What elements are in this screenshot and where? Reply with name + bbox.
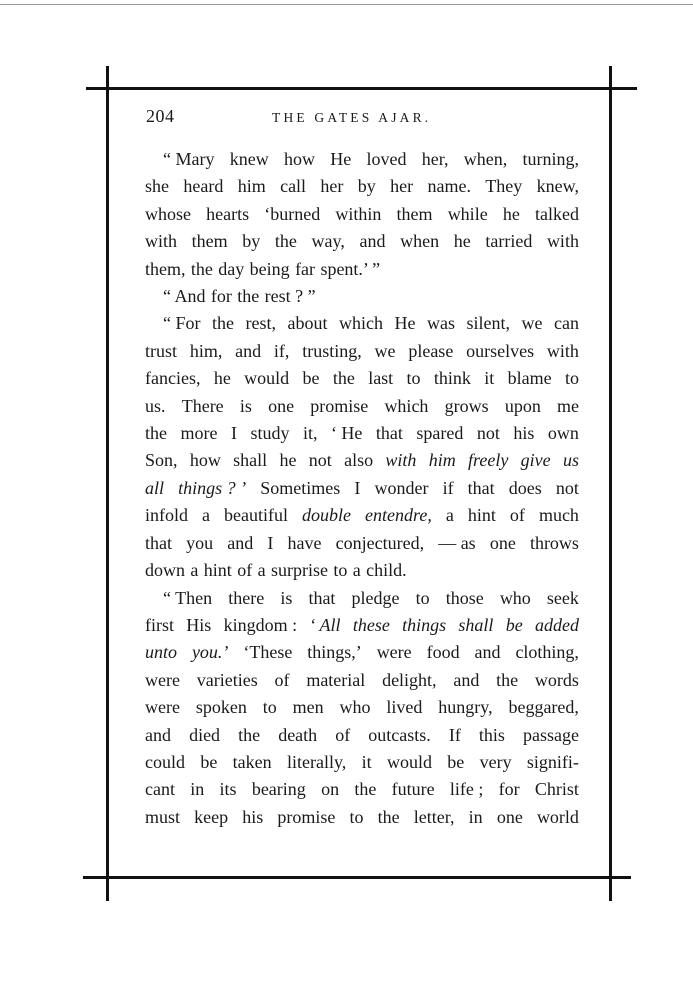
word: which: [339, 313, 383, 334]
word: when,: [463, 149, 508, 169]
word: cant: [145, 779, 175, 800]
word: within: [335, 203, 382, 224]
body-text: [145, 146, 579, 831]
word: her: [320, 176, 344, 197]
word: in: [190, 779, 205, 800]
text-line: [145, 530, 579, 557]
word: letter,: [413, 806, 455, 827]
word: is: [280, 587, 293, 608]
word: If: [448, 724, 461, 745]
word: of: [237, 560, 253, 581]
word: words: [534, 669, 579, 690]
word: rest ? ”: [264, 286, 316, 307]
word: a: [352, 560, 361, 581]
word: Sometimes: [260, 477, 341, 498]
italic-word: us: [562, 450, 579, 471]
italic-word: entendre,: [365, 505, 432, 526]
word: them: [191, 231, 228, 252]
text-line: [145, 447, 579, 474]
word: the: [377, 806, 400, 827]
word: would: [386, 751, 432, 772]
word: being: [249, 258, 290, 279]
word: in: [468, 806, 483, 827]
word: life ;: [449, 779, 484, 800]
word: the: [190, 258, 213, 279]
word: that: [375, 423, 403, 444]
word: a: [202, 505, 211, 526]
word: study: [250, 423, 290, 444]
word: how: [189, 450, 221, 471]
word: surprise: [270, 560, 328, 581]
word: things,’: [307, 642, 362, 663]
word: those: [445, 587, 484, 608]
word: be: [200, 751, 218, 772]
word: literally,: [286, 751, 347, 772]
word: that: [467, 477, 495, 498]
word: promise: [277, 806, 336, 827]
word: much: [538, 505, 579, 526]
page-number: 204: [146, 106, 175, 126]
word: down: [145, 560, 185, 581]
word: ‘burned: [264, 203, 321, 224]
word: who: [499, 587, 531, 608]
word: clothing,: [515, 642, 579, 663]
word: turning,: [522, 149, 579, 169]
text-line: [145, 365, 579, 392]
word: last: [368, 368, 394, 389]
text-line: [145, 283, 579, 310]
word: me: [557, 395, 579, 416]
italic-word: freely: [468, 450, 509, 471]
word: for: [210, 286, 232, 307]
word: of: [335, 724, 351, 745]
page-top-edge: [0, 4, 693, 5]
frame-rule-right: [609, 66, 612, 901]
word: rest,: [245, 313, 276, 334]
word: he: [213, 368, 231, 389]
word: — as: [438, 532, 476, 553]
word: child.: [366, 560, 407, 581]
running-title: THE GATES AJAR.: [272, 110, 432, 125]
word: how: [283, 149, 315, 169]
word: one: [496, 806, 523, 827]
word: of: [274, 669, 290, 690]
word: hungry,: [438, 697, 493, 718]
word: a: [445, 505, 454, 526]
frame-rule-left: [106, 66, 109, 901]
text-line: [145, 502, 579, 529]
word: talked: [534, 203, 579, 224]
word: more: [180, 423, 218, 444]
text-line: [145, 639, 579, 666]
word: beggared,: [508, 697, 579, 718]
word: a: [257, 560, 266, 581]
word: by: [242, 231, 261, 252]
word: the: [237, 286, 260, 307]
word: and: [235, 340, 262, 361]
word: one: [489, 532, 516, 553]
word: her,: [421, 149, 449, 169]
word: upon: [504, 395, 541, 416]
word: when: [400, 231, 440, 252]
word: does: [508, 477, 542, 498]
word: not: [555, 477, 579, 498]
text-line: [145, 338, 579, 365]
word: to: [333, 560, 348, 581]
text-line: [145, 146, 579, 173]
word: please: [408, 340, 454, 361]
word: one: [268, 395, 295, 416]
text-line: [145, 420, 579, 447]
italic-word: these: [352, 614, 390, 635]
word: own: [547, 423, 579, 444]
word: you: [186, 532, 214, 553]
italic-word: things ? ’: [178, 477, 247, 498]
word: ‘These: [243, 642, 293, 663]
italic-word: ‘ All: [309, 614, 341, 635]
word: first: [145, 614, 174, 635]
italic-word: unto: [145, 642, 178, 663]
word: is: [239, 395, 252, 416]
text-line: [145, 256, 579, 283]
word: were: [145, 669, 180, 690]
word: “ Mary: [163, 149, 215, 169]
italic-word: you.’: [191, 642, 229, 663]
word: think: [433, 368, 471, 389]
word: was: [427, 313, 455, 334]
word: call: [280, 176, 307, 197]
word: delight,: [382, 669, 437, 690]
word: that: [308, 587, 336, 608]
italic-word: be: [505, 614, 523, 635]
frame-rule-bottom: [83, 876, 631, 879]
word: must: [145, 806, 181, 827]
word: it: [484, 368, 495, 389]
italic-word: shall: [458, 614, 494, 635]
word: world: [536, 806, 579, 827]
word: have: [287, 532, 322, 553]
word: his: [513, 423, 535, 444]
word: tarried: [485, 231, 533, 252]
word: promise: [310, 395, 369, 416]
word: a: [190, 560, 199, 581]
word: and: [145, 724, 171, 745]
word: way,: [311, 231, 345, 252]
word: He: [330, 149, 352, 169]
word: keep: [194, 806, 229, 827]
italic-word: give: [520, 450, 551, 471]
word: by: [357, 176, 376, 197]
word: and: [227, 532, 254, 553]
italic-word: with: [385, 450, 417, 471]
word: not: [308, 450, 332, 471]
word: grows: [444, 395, 489, 416]
word: be: [447, 751, 465, 772]
word: who: [339, 697, 371, 718]
word: about: [287, 313, 328, 334]
word: blame: [507, 368, 552, 389]
italic-word: him: [428, 450, 456, 471]
word: which: [384, 395, 429, 416]
word: ourselves: [466, 340, 535, 361]
word: to: [406, 368, 421, 389]
word: There: [181, 395, 224, 416]
text-line: [145, 201, 579, 228]
word: I: [230, 423, 237, 444]
text-line: [145, 557, 579, 584]
word: outcasts.: [368, 724, 431, 745]
word: whose: [145, 203, 191, 224]
word: the: [145, 423, 167, 444]
word: us.: [145, 395, 166, 416]
word: name.: [427, 176, 471, 197]
word: the: [212, 313, 234, 334]
word: loved: [366, 149, 407, 169]
text-line: [145, 393, 579, 420]
word: He: [394, 313, 416, 334]
word: shall: [233, 450, 268, 471]
word: knew: [229, 149, 269, 169]
word: he: [279, 450, 297, 471]
italic-word: added: [534, 614, 579, 635]
word: hint: [467, 505, 496, 526]
word: would: [244, 368, 290, 389]
word: ‘ He: [330, 423, 363, 444]
text-line: [145, 776, 579, 803]
italic-word: things: [402, 614, 447, 635]
word: him: [237, 176, 266, 197]
word: “ Then: [163, 587, 213, 608]
word: them,: [145, 258, 186, 279]
word: died: [189, 724, 221, 745]
word: infold: [145, 505, 188, 526]
word: heard: [183, 176, 224, 197]
word: very: [479, 751, 512, 772]
word: food: [426, 642, 460, 663]
word: to: [262, 697, 277, 718]
word: silent,: [466, 313, 510, 334]
word: lived: [386, 697, 423, 718]
text-line: [145, 310, 579, 337]
word: spoken: [195, 697, 247, 718]
word: men: [292, 697, 324, 718]
word: her: [390, 176, 414, 197]
word: throws: [529, 532, 579, 553]
word: They: [485, 176, 523, 197]
word: wonder: [374, 477, 429, 498]
word: can: [554, 313, 579, 334]
word: the: [332, 368, 355, 389]
word: he: [502, 203, 520, 224]
word: we: [374, 340, 396, 361]
word: of: [509, 505, 525, 526]
word: him,: [189, 340, 223, 361]
word: Christ: [534, 779, 579, 800]
text-line: [145, 749, 579, 776]
word: hint: [203, 560, 232, 581]
word: also: [344, 450, 374, 471]
word: while: [447, 203, 488, 224]
word: for: [498, 779, 520, 800]
word: its: [219, 779, 237, 800]
word: beautiful: [224, 505, 289, 526]
word: spent.’ ”: [320, 258, 381, 279]
italic-word: all: [145, 477, 165, 498]
word: we: [521, 313, 543, 334]
word: to: [349, 806, 364, 827]
word: if,: [273, 340, 290, 361]
word: with: [145, 231, 178, 252]
frame-rule-top: [86, 87, 637, 90]
word: the: [496, 669, 519, 690]
word: them: [396, 203, 433, 224]
word: varieties: [196, 669, 258, 690]
word: Son,: [145, 450, 178, 471]
word: His: [186, 614, 212, 635]
word: to: [415, 587, 430, 608]
text-line: [145, 173, 579, 200]
text-line: [145, 722, 579, 749]
word: if: [442, 477, 454, 498]
word: kingdom :: [223, 614, 298, 635]
word: with: [546, 231, 579, 252]
word: I: [267, 532, 274, 553]
text-line: [145, 585, 579, 612]
word: conjectured,: [335, 532, 425, 553]
word: passage: [523, 724, 579, 745]
word: death: [278, 724, 318, 745]
text-line: [145, 612, 579, 639]
word: far: [295, 258, 316, 279]
word: were: [145, 697, 180, 718]
word: on: [321, 779, 340, 800]
word: trust: [145, 340, 178, 361]
text-line: [145, 228, 579, 255]
text-line: [145, 667, 579, 694]
word: the: [274, 231, 297, 252]
word: trusting,: [302, 340, 362, 361]
word: she: [145, 176, 169, 197]
word: future: [391, 779, 435, 800]
text-line: [145, 804, 579, 831]
word: “ For: [163, 313, 201, 334]
italic-word: double: [302, 505, 352, 526]
word: be: [302, 368, 320, 389]
word: he: [453, 231, 471, 252]
word: there: [228, 587, 265, 608]
word: I: [354, 477, 361, 498]
word: it,: [302, 423, 318, 444]
word: and: [359, 231, 386, 252]
word: to: [564, 368, 579, 389]
word: bearing: [251, 779, 306, 800]
word: were: [376, 642, 412, 663]
word: taken: [232, 751, 272, 772]
word: and: [453, 669, 480, 690]
word: pledge: [351, 587, 400, 608]
text-line: [145, 475, 579, 502]
word: with: [546, 340, 579, 361]
word: day: [218, 258, 245, 279]
word: spared: [416, 423, 464, 444]
word: the: [354, 779, 377, 800]
word: and: [474, 642, 501, 663]
word: material: [306, 669, 366, 690]
word: seek: [546, 587, 579, 608]
word: the: [238, 724, 261, 745]
word: signifi-: [526, 751, 579, 772]
word: not: [476, 423, 500, 444]
word: that: [145, 532, 172, 553]
text-line: [145, 694, 579, 721]
word: “ And: [163, 286, 206, 307]
word: it: [361, 751, 372, 772]
word: knew,: [536, 176, 579, 197]
word: this: [478, 724, 505, 745]
word: fancies,: [145, 368, 201, 389]
word: could: [145, 751, 185, 772]
word: hearts: [206, 203, 250, 224]
word: his: [242, 806, 264, 827]
